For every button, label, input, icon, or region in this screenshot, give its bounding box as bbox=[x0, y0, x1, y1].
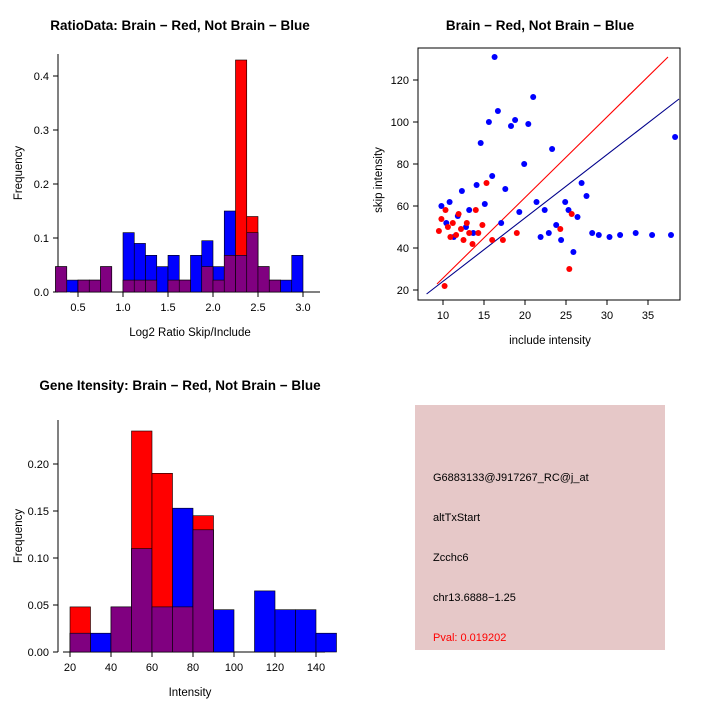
hist-intensity-bars bbox=[70, 431, 337, 652]
svg-text:Intensity: Intensity bbox=[168, 687, 212, 699]
info-line-probeset: G6883133@J917267_RC@j_at bbox=[433, 472, 589, 484]
svg-text:0.10: 0.10 bbox=[27, 553, 49, 565]
svg-text:40: 40 bbox=[396, 243, 409, 255]
svg-text:Frequency: Frequency bbox=[13, 508, 25, 564]
scatter-title: Brain − Red, Not Brain − Blue bbox=[445, 18, 635, 33]
svg-text:2.0: 2.0 bbox=[205, 302, 221, 314]
svg-text:25: 25 bbox=[559, 310, 573, 322]
svg-text:0.3: 0.3 bbox=[33, 125, 49, 137]
svg-text:0.2: 0.2 bbox=[33, 179, 49, 191]
hist-intensity-svg bbox=[0, 360, 360, 720]
svg-text:2.5: 2.5 bbox=[250, 302, 266, 314]
hist-ratio-svg bbox=[0, 0, 360, 360]
svg-text:30: 30 bbox=[600, 310, 614, 322]
svg-text:100: 100 bbox=[390, 117, 409, 129]
info-line-event-type: altTxStart bbox=[433, 512, 481, 524]
panel-scatter bbox=[360, 0, 720, 360]
svg-text:3.0: 3.0 bbox=[295, 302, 311, 314]
svg-text:include intensity: include intensity bbox=[509, 335, 591, 347]
hist-intensity-title: Gene Itensity: Brain − Red, Not Brain − Blue bbox=[39, 378, 321, 393]
panel-info bbox=[360, 360, 720, 720]
svg-text:40: 40 bbox=[104, 662, 118, 674]
svg-text:0.05: 0.05 bbox=[27, 600, 49, 612]
scatter-fit-lines bbox=[427, 57, 679, 294]
hist-ratio-title: RatioData: Brain − Red, Not Brain − Blue bbox=[50, 18, 310, 33]
svg-text:1.5: 1.5 bbox=[160, 302, 176, 314]
svg-text:60: 60 bbox=[396, 201, 409, 213]
svg-text:0.5: 0.5 bbox=[70, 302, 86, 314]
svg-text:0.20: 0.20 bbox=[27, 459, 49, 471]
svg-text:100: 100 bbox=[224, 662, 244, 674]
svg-text:140: 140 bbox=[306, 662, 326, 674]
svg-text:20: 20 bbox=[518, 310, 532, 322]
svg-text:0.00: 0.00 bbox=[27, 647, 49, 659]
svg-text:80: 80 bbox=[186, 662, 200, 674]
svg-text:60: 60 bbox=[145, 662, 159, 674]
svg-text:Frequency: Frequency bbox=[13, 145, 25, 201]
svg-text:35: 35 bbox=[641, 310, 655, 322]
panel-hist-ratio bbox=[0, 0, 360, 360]
info-line-pval: Pval: 0.019202 bbox=[433, 632, 507, 644]
svg-text:15: 15 bbox=[477, 310, 491, 322]
svg-text:20: 20 bbox=[396, 285, 409, 297]
svg-text:120: 120 bbox=[265, 662, 285, 674]
scatter-svg bbox=[360, 0, 720, 360]
scatter-points-notbrain bbox=[438, 54, 678, 255]
hist-ratio-bars bbox=[56, 60, 304, 292]
svg-text:20: 20 bbox=[63, 662, 77, 674]
svg-text:0.4: 0.4 bbox=[33, 71, 49, 83]
svg-text:120: 120 bbox=[390, 75, 409, 87]
svg-text:10: 10 bbox=[436, 310, 450, 322]
svg-text:0.0: 0.0 bbox=[33, 287, 49, 299]
info-box bbox=[415, 405, 665, 650]
svg-text:Log2 Ratio Skip/Include: Log2 Ratio Skip/Include bbox=[129, 327, 251, 339]
info-line-gene: Zcchc6 bbox=[433, 552, 469, 564]
svg-text:skip intensity: skip intensity bbox=[373, 147, 385, 213]
info-line-locus: chr13.6888−1.25 bbox=[433, 592, 516, 604]
svg-text:80: 80 bbox=[396, 159, 409, 171]
svg-text:1.0: 1.0 bbox=[115, 302, 131, 314]
svg-text:0.15: 0.15 bbox=[27, 506, 49, 518]
panel-hist-intensity bbox=[0, 360, 360, 720]
svg-text:0.1: 0.1 bbox=[33, 233, 49, 245]
